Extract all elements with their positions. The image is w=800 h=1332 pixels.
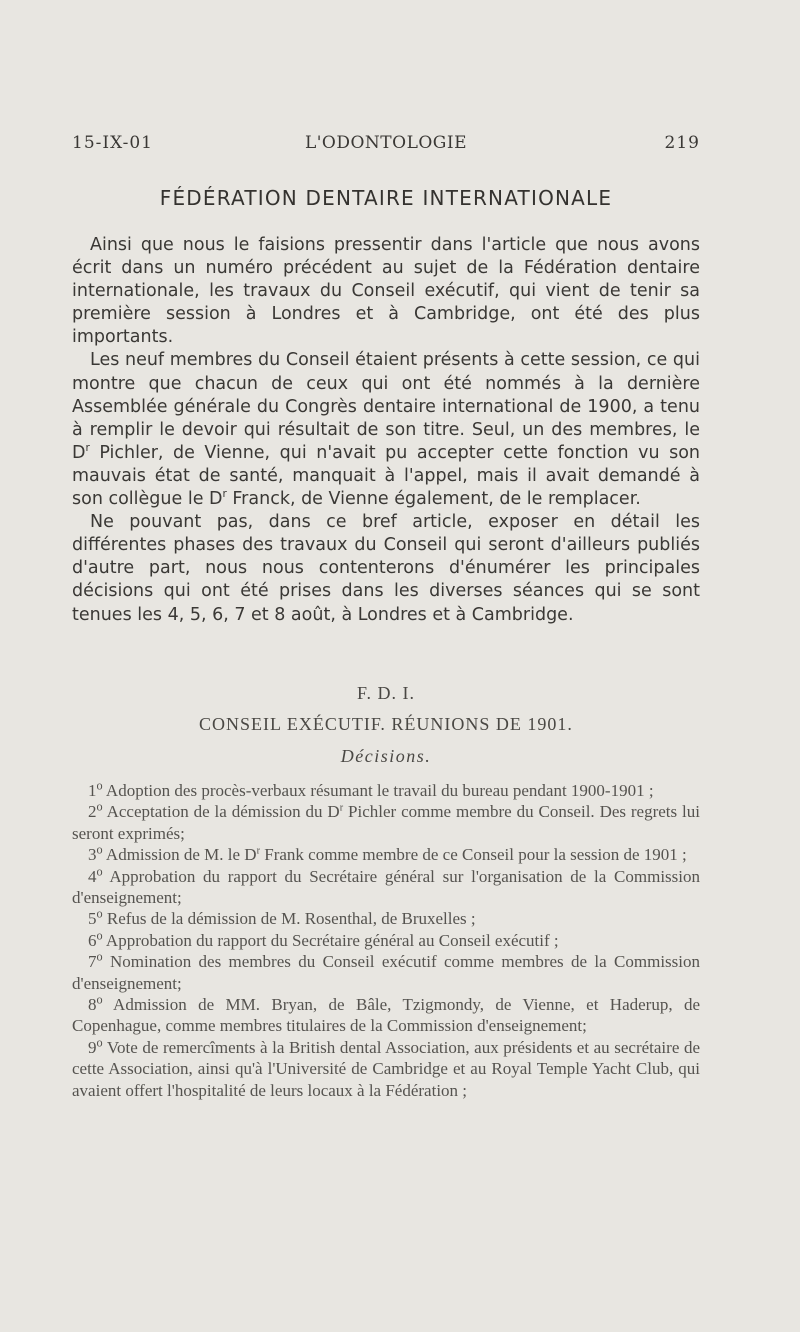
page-number: 219 <box>664 133 700 153</box>
fdi-abbr: F. D. I. <box>356 683 416 703</box>
decision-item: 5$^o$ Refus de la démission de M. Rosenthal, de Bruxelles ; <box>88 906 476 929</box>
decision-item: 8$^o$ Admission de MM. Bryan, de Bâle, Tzigmondy, de Vienne, et Haderup, de Copenhague, comme membres titulaires de la Commission d'enseignement; <box>72 992 700 1036</box>
decision-item: 9$^o$ Vote de remercîments à la British dental Association, aux présidents et au secrétaire de cette Association, ainsi qu'à l'Université de Cambridge et au Royal Temple Yacht Club, qui avaient offert l'hospitalité de leurs locaux à la Fédération ; <box>72 1035 700 1100</box>
article-title: FÉDÉRATION DENTAIRE INTERNATIONALE <box>159 186 613 210</box>
decision-item: 4$^o$ Approbation du rapport du Secrétaire général sur l'organisation de la Commission d'enseignement; <box>72 863 700 908</box>
council-subtitle: CONSEIL EXÉCUTIF. RÉUNIONS DE 1901. <box>199 714 573 734</box>
decisions-list <box>72 780 700 1101</box>
decision-item: 2$^o$ Acceptation de la démission du $D^r$ Pichler comme membre du Conseil. Des regrets lui seront exprimés; <box>72 799 700 843</box>
article-body <box>72 234 700 627</box>
running-head <box>72 133 700 157</box>
decisions-label: Décisions. <box>340 746 432 766</box>
paragraph-council: Les neuf membres du Conseil étaient présents à cette session, ce qui montre que chacun de ceux qui ont été nommés à la dernière Assemblée générale du Congrès dentaire international de 1900, a tenu à remplir le devoir qui résultait de son titre. Seul, un des membres, le $D^r$ Pichler, de Vienne, qui n'avait pu accepter cette fonction vu son mauvais état de santé, manquait à l'appel, mais il avait demandé à son collègue le $D^r$ Franck, de Vienne également, de le remplacer. <box>72 350 700 510</box>
issue-date: 15-IX-01 <box>72 133 153 153</box>
decision-item: 6$^o$ Approbation du rapport du Secrétaire général au Conseil exécutif ; <box>88 928 559 950</box>
paragraph-intro: Ainsi que nous le faisions pressentir dans l'article que nous avons écrit dans un numéro précédent au sujet de la Fédération dentaire internationale, les travaux du Conseil exécutif, qui vient de tenir sa première session à Londres et à Cambridge, ont été des plus importants. <box>72 235 700 348</box>
decision-item: 7$^o$ Nomination des membres du Conseil exécutif comme membres de la Commission d'enseignement; <box>72 949 700 993</box>
decision-item: 1$^o$ Adoption des procès-verbaux résumant le travail du bureau pendant 1900-1901 ; <box>88 778 654 800</box>
decision-item: 3$^o$ Admission de M. le $D^r$ Frank comme membre de ce Conseil pour la session de 1901 ; <box>88 842 687 865</box>
paragraph-decisions-intro: Ne pouvant pas, dans ce bref article, exposer en détail les différentes phases des travaux du Conseil qui seront d'ailleurs publiés d'autre part, nous nous contenterons d'énumérer les principales décisions qui ont été prises dans les diverses séances qui se sont tenues les 4, 5, 6, 7 et 8 août, à Londres et à Cambridge. <box>72 512 700 625</box>
journal-name: L'ODONTOLOGIE <box>304 133 468 153</box>
